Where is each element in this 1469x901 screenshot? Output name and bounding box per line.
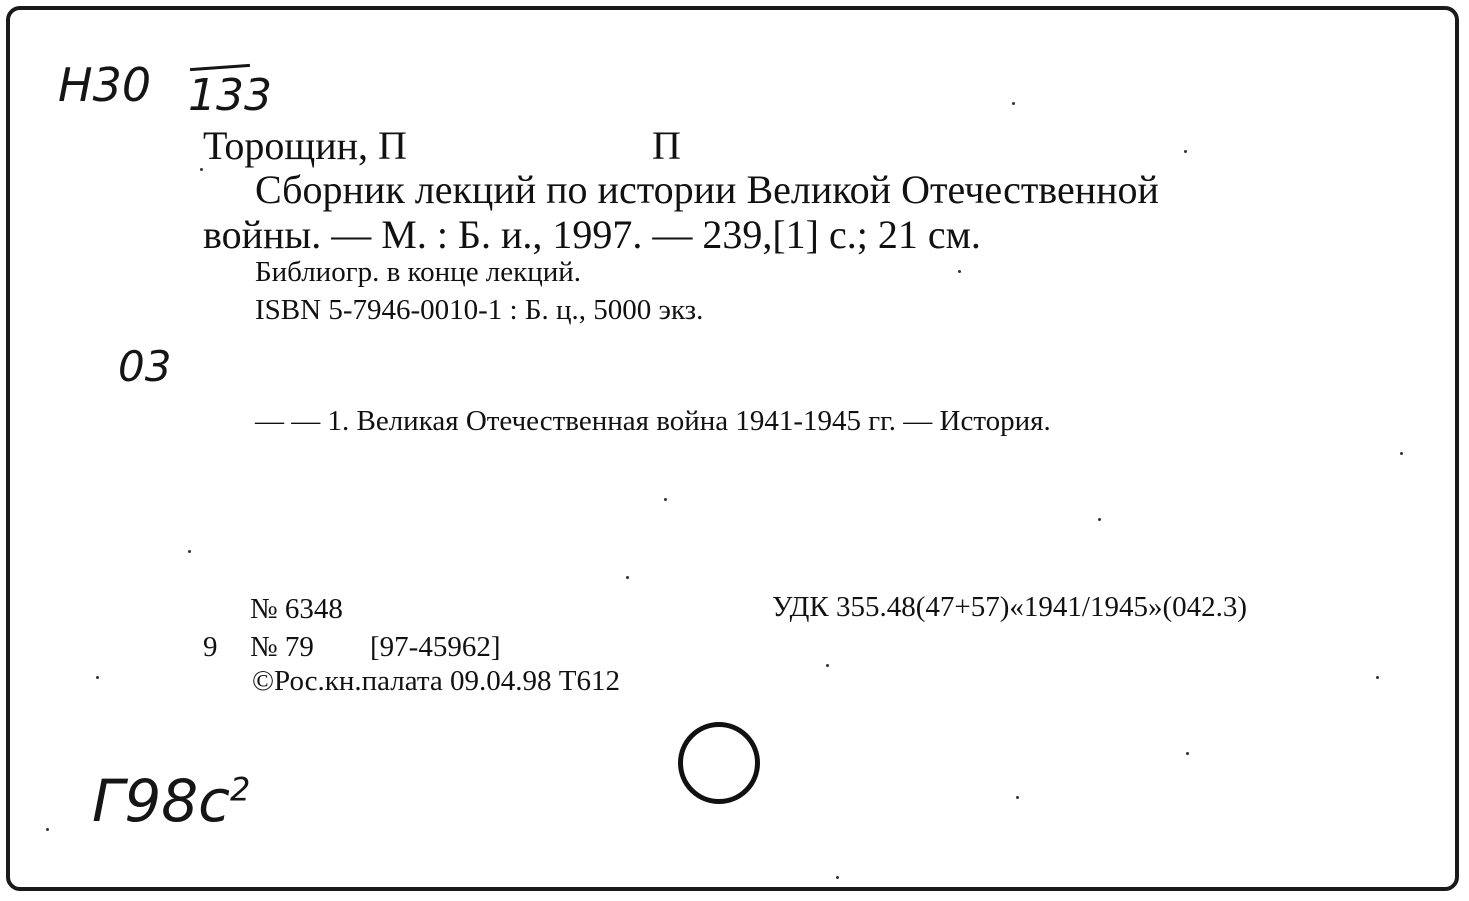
scan-speck [626, 576, 629, 579]
bibliography-note: Библиогр. в конце лекций. [255, 256, 582, 288]
title-line-2: войны. — М. : Б. и., 1997. — 239,[1] с.; 21 см. [203, 212, 981, 257]
handwritten-shelf-code: Н30 [58, 58, 152, 112]
scan-speck [1376, 676, 1379, 679]
scan-speck [1012, 102, 1015, 105]
scan-speck [1016, 796, 1019, 799]
subject-heading: — — 1. Великая Отечественная война 1941-1945 гг. — История. [255, 405, 1051, 437]
isbn-line: ISBN 5-7946-0010-1 : Б. ц., 5000 экз. [255, 294, 704, 326]
scan-speck [664, 498, 667, 501]
handwritten-mark-03: 03 [118, 342, 172, 391]
scan-speck [826, 664, 829, 667]
handwritten-bottom-main: Г98с [92, 767, 231, 835]
scan-speck [96, 676, 99, 679]
registration-code: [97-45962] [370, 631, 501, 663]
card-number: № 6348 [250, 593, 343, 625]
scan-speck [188, 550, 191, 553]
scan-speck [1098, 518, 1101, 521]
issue-number: № 79 [250, 631, 314, 663]
handwritten-bottom-superscript: 2 [230, 770, 251, 809]
scan-speck [200, 168, 203, 171]
prefix-9: 9 [203, 631, 218, 663]
book-chamber-line: ©Рос.кн.палата 09.04.98 Т612 [252, 665, 620, 697]
scan-speck [1400, 452, 1403, 455]
handwritten-fraction-number: 133 [188, 70, 272, 121]
handwritten-fraction [186, 60, 272, 121]
scan-speck [46, 828, 49, 831]
scan-speck [1184, 150, 1187, 153]
author-heading: Торощин, П [203, 123, 407, 168]
scan-speck [836, 876, 839, 879]
handwritten-bottom-code [92, 767, 251, 835]
scan-speck [1186, 752, 1189, 755]
title-line-1: Сборник лекций по истории Великой Отечественной [255, 167, 1159, 212]
author-initial: П [652, 123, 681, 168]
udk-classification: УДК 355.48(47+57)«1941/1945»(042.3) [772, 591, 1248, 623]
scan-speck [958, 270, 961, 273]
punched-hole-circle [678, 722, 760, 804]
